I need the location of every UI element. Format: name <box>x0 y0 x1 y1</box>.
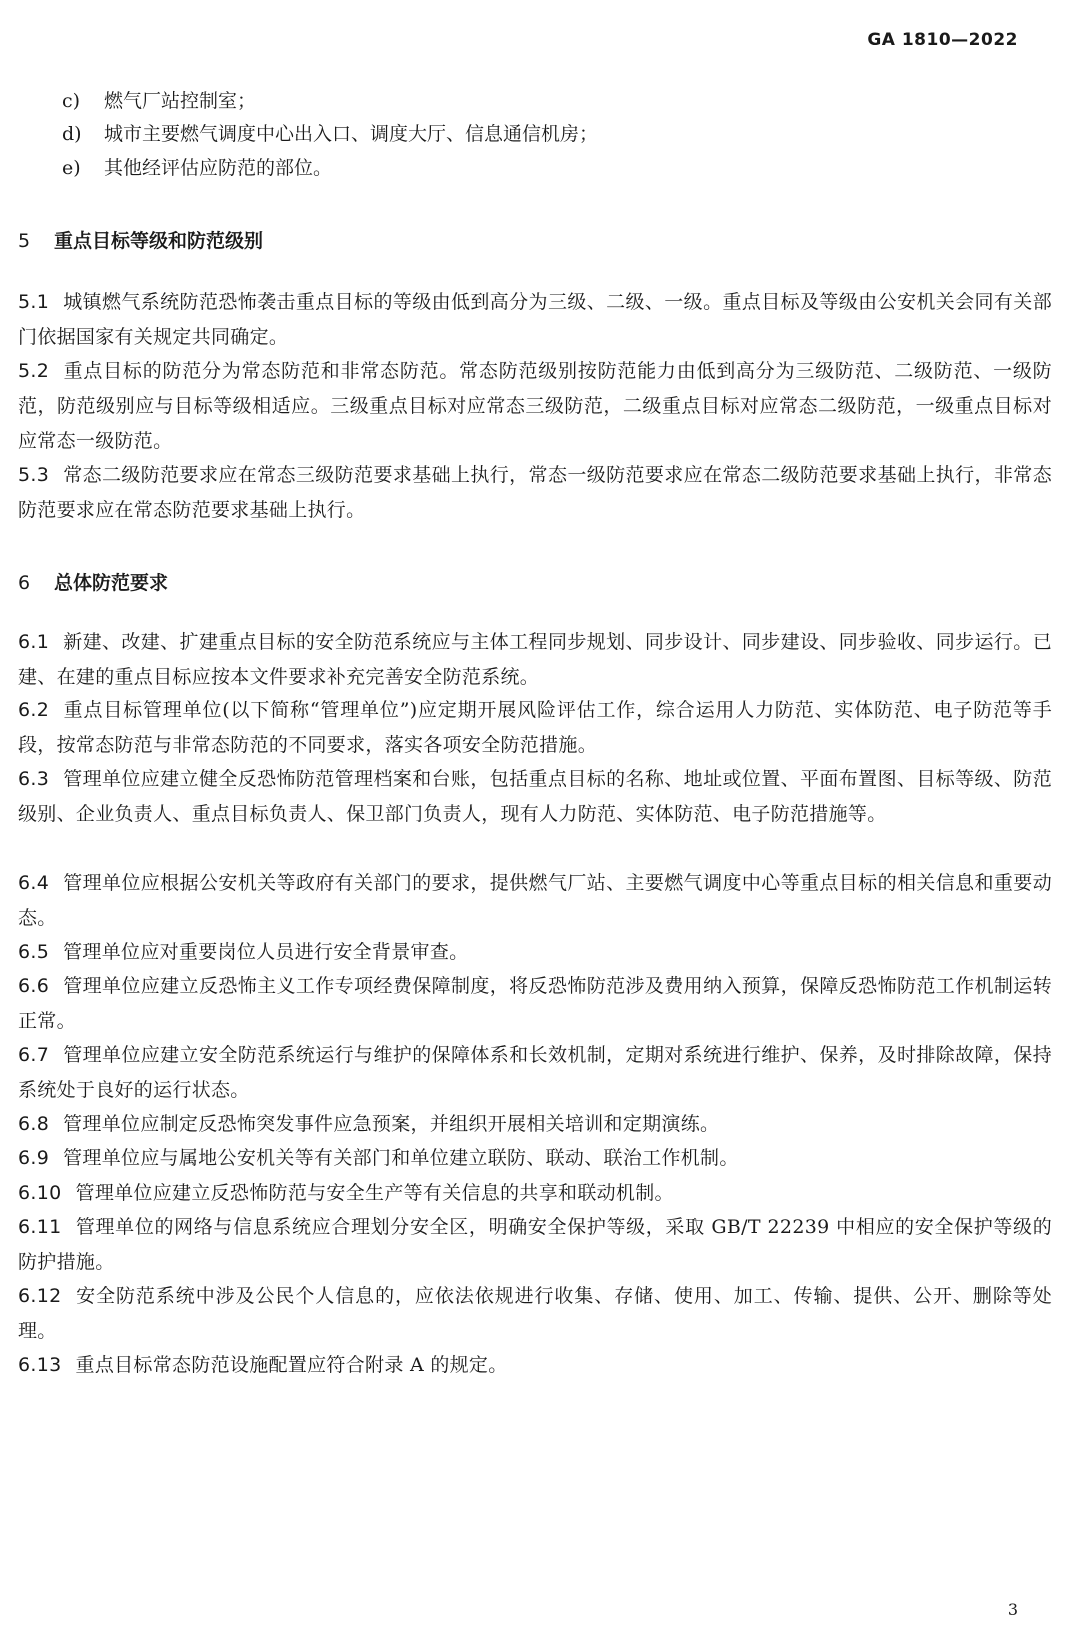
list-item-label: e) <box>62 157 81 179</box>
clause-number: 6.9 <box>18 1147 50 1169</box>
clause-6-11 <box>18 1210 1052 1280</box>
page-number: 3 <box>1007 1600 1018 1619</box>
clause-number: 5.2 <box>18 360 50 382</box>
clause-6-10 <box>18 1176 1052 1211</box>
list-item-d <box>62 121 598 147</box>
clause-number: 6.6 <box>18 975 50 997</box>
list-item-text: 燃气厂站控制室； <box>104 90 257 112</box>
clause-number: 6.5 <box>18 941 50 963</box>
clause-6-4 <box>18 866 1052 936</box>
list-item-text: 其他经评估应防范的部位。 <box>104 157 333 179</box>
clause-number: 6.1 <box>18 631 50 653</box>
clause-6-3 <box>18 762 1052 832</box>
list-item-label: c) <box>62 90 81 112</box>
clause-number: 5.3 <box>18 464 50 486</box>
clause-text: 管理单位应建立反恐怖防范与安全生产等有关信息的共享和联动机制。 <box>75 1182 674 1204</box>
clause-text: 新建、改建、扩建重点目标的安全防范系统应与主体工程同步规划、同步设计、同步建设、同步验收、同步运行。已建、在建的重点目标应按本文件要求补充完善安全防范系统。 <box>18 631 1052 688</box>
clause-text: 城镇燃气系统防范恐怖袭击重点目标的等级由低到高分为三级、二级、一级。重点目标及等级由公安机关会同有关部门依据国家有关规定共同确定。 <box>18 291 1052 348</box>
document-code: GA 1810—2022 <box>867 30 1018 50</box>
section-5-heading <box>18 226 263 253</box>
clause-number: 6.8 <box>18 1113 50 1135</box>
clause-text: 重点目标的防范分为常态防范和非常态防范。常态防范级别按防范能力由低到高分为三级防范、二级防范、一级防范，防范级别应与目标等级相适应。三级重点目标对应常态三级防范，二级重点目标对应常态二级防范，一级重点目标对应常态一级防范。 <box>18 360 1052 452</box>
clause-6-6 <box>18 969 1052 1039</box>
clause-number: 6.3 <box>18 768 50 790</box>
clause-5-3 <box>18 458 1052 528</box>
clause-text: 管理单位应建立反恐怖主义工作专项经费保障制度，将反恐怖防范涉及费用纳入预算，保障反恐怖防范工作机制运转正常。 <box>18 975 1052 1032</box>
clause-text: 管理单位应与属地公安机关等有关部门和单位建立联防、联动、联治工作机制。 <box>63 1147 739 1169</box>
clause-6-12 <box>18 1279 1052 1349</box>
clause-6-1 <box>18 625 1052 695</box>
clause-number: 6.10 <box>18 1182 62 1204</box>
clause-number: 6.4 <box>18 872 50 894</box>
clause-6-5 <box>18 935 1052 970</box>
section-6-heading <box>18 568 168 595</box>
clause-text: 管理单位应对重要岗位人员进行安全背景审查。 <box>63 941 469 963</box>
clause-text: 重点目标管理单位(以下简称“管理单位”)应定期开展风险评估工作，综合运用人力防范、实体防范、电子防范等手段，按常态防范与非常态防范的不同要求，落实各项安全防范措施。 <box>18 699 1052 756</box>
list-item-e <box>62 155 332 181</box>
clause-text: 重点目标常态防范设施配置应符合附录 A 的规定。 <box>75 1354 508 1376</box>
clause-text: 管理单位应建立安全防范系统运行与维护的保障体系和长效机制，定期对系统进行维护、保养，及时排除故障，保持系统处于良好的运行状态。 <box>18 1044 1052 1101</box>
clause-6-13 <box>18 1348 1052 1383</box>
clause-text: 管理单位应根据公安机关等政府有关部门的要求，提供燃气厂站、主要燃气调度中心等重点目标的相关信息和重要动态。 <box>18 872 1052 929</box>
clause-text: 管理单位应建立健全反恐怖防范管理档案和台账，包括重点目标的名称、地址或位置、平面布置图、目标等级、防范级别、企业负责人、重点目标负责人、保卫部门负责人，现有人力防范、实体防范、电子防范措施等。 <box>18 768 1052 825</box>
clause-text: 管理单位应制定反恐怖突发事件应急预案，并组织开展相关培训和定期演练。 <box>63 1113 720 1135</box>
list-item-c <box>62 88 256 114</box>
clause-number: 6.12 <box>18 1285 62 1307</box>
clause-5-1 <box>18 285 1052 355</box>
section-number: 6 <box>18 572 31 594</box>
clause-text: 管理单位的网络与信息系统应合理划分安全区，明确安全保护等级，采取 GB/T 22239 中相应的安全保护等级的防护措施。 <box>18 1216 1052 1273</box>
clause-number: 6.7 <box>18 1044 50 1066</box>
clause-text: 安全防范系统中涉及公民个人信息的，应依法依规进行收集、存储、使用、加工、传输、提供、公开、删除等处理。 <box>18 1285 1052 1342</box>
clause-6-8 <box>18 1107 1052 1142</box>
clause-number: 6.2 <box>18 699 50 721</box>
list-item-text: 城市主要燃气调度中心出入口、调度大厅、信息通信机房； <box>104 123 599 145</box>
clause-number: 5.1 <box>18 291 50 313</box>
section-number: 5 <box>18 230 31 252</box>
clause-6-7 <box>18 1038 1052 1108</box>
list-item-label: d) <box>62 123 82 145</box>
clause-6-9 <box>18 1141 1052 1176</box>
section-title: 总体防范要求 <box>54 572 169 594</box>
clause-number: 6.11 <box>18 1216 62 1238</box>
section-title: 重点目标等级和防范级别 <box>54 230 264 252</box>
clause-text: 常态二级防范要求应在常态三级防范要求基础上执行，常态一级防范要求应在常态二级防范要求基础上执行，非常态防范要求应在常态防范要求基础上执行。 <box>18 464 1052 521</box>
clause-6-2 <box>18 693 1052 763</box>
clause-number: 6.13 <box>18 1354 62 1376</box>
clause-5-2 <box>18 354 1052 459</box>
